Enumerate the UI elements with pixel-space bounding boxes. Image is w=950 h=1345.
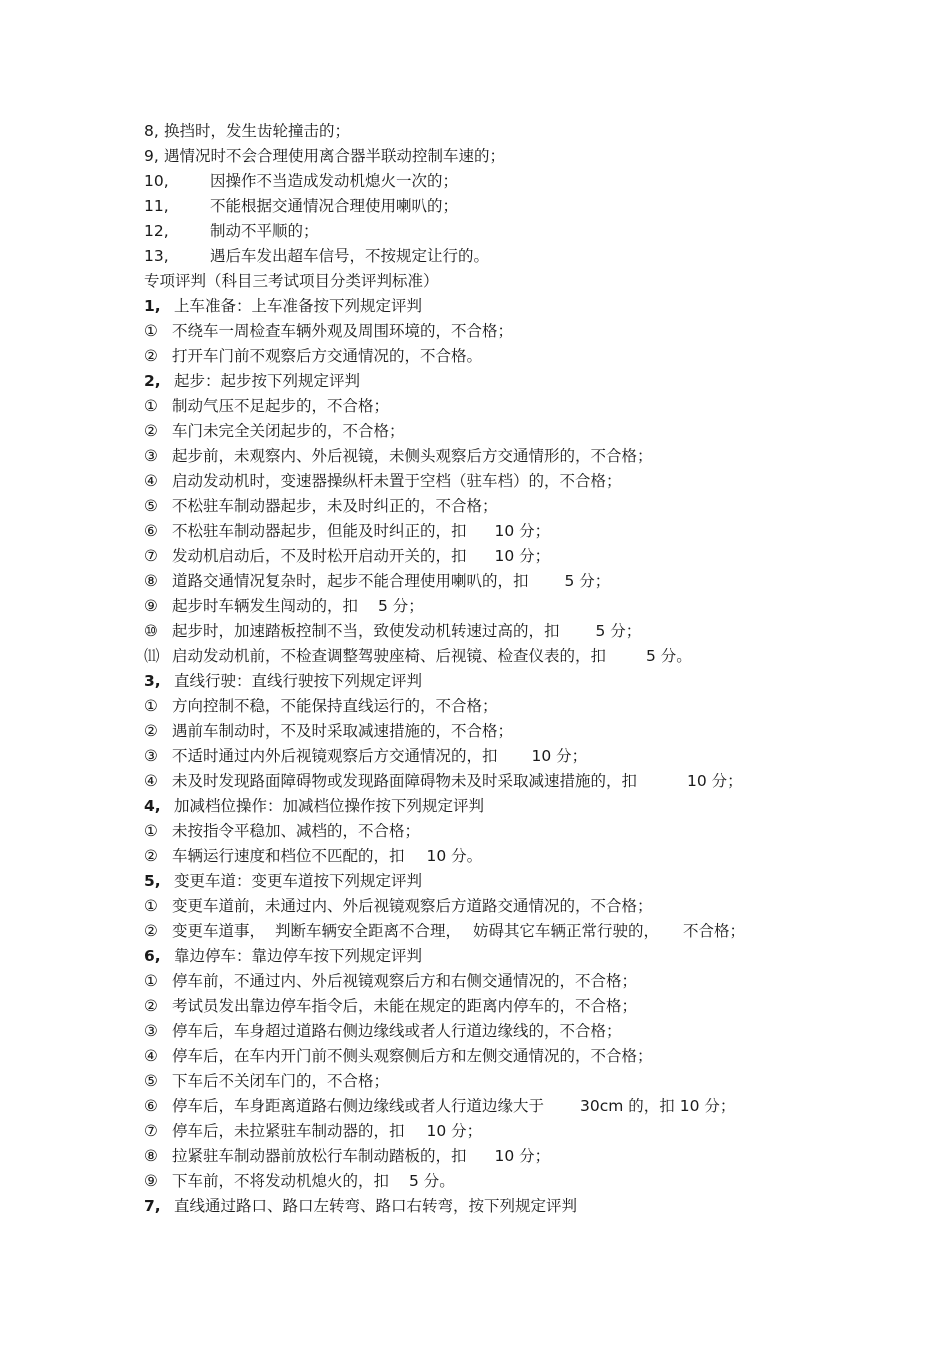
circled-number: ⑦: [144, 1122, 158, 1140]
criterion-item: [144, 994, 844, 1019]
criterion-text: 不合格；: [683, 922, 746, 940]
deduction-text: 5 分。: [646, 647, 692, 665]
criterion-text: 拉紧驻车制动器前放松行车制动踏板的，扣: [172, 1147, 467, 1165]
criterion-text: 遇前车制动时，不及时采取减速措施的，不合格；: [172, 722, 514, 740]
criterion-text: 制动气压不足起步的，不合格；: [172, 397, 390, 415]
item-number: 9,: [144, 147, 159, 165]
section-title: 变更车道：变更车道按下列规定评判: [174, 872, 423, 890]
criterion-item: [144, 769, 844, 794]
circled-number: ④: [144, 472, 158, 490]
criterion-text: 起步时，加速踏板控制不当，致使发动机转速过高的，扣: [172, 622, 560, 640]
criterion-item: [144, 1144, 844, 1169]
criterion-item: [144, 494, 844, 519]
criterion-item: [144, 594, 844, 619]
criterion-item: [144, 519, 844, 544]
circled-number: ②: [144, 722, 158, 740]
section-number: 6,: [144, 947, 161, 965]
criterion-text: 停车后，车身距离道路右侧边缘线或者人行道边缘大于: [172, 1097, 545, 1115]
criterion-text: 发动机启动后，不及时松开启动开关的，扣: [172, 547, 467, 565]
circled-number: ④: [144, 772, 158, 790]
list-item: [144, 219, 844, 244]
list-item: [144, 244, 844, 269]
item-number: 12,: [144, 222, 169, 240]
section-title: 靠边停车：靠边停车按下列规定评判: [174, 947, 423, 965]
circled-number: ①: [144, 897, 158, 915]
circled-number: ①: [144, 397, 158, 415]
deduction-text: 30cm 的，扣 10 分；: [580, 1097, 736, 1115]
criterion-text: 不松驻车制动器起步，未及时纠正的，不合格；: [172, 497, 498, 515]
deduction-text: 5 分；: [378, 597, 424, 615]
section-heading: [144, 1194, 844, 1219]
circled-number: ①: [144, 697, 158, 715]
section-heading: [144, 294, 844, 319]
criterion-text: 方向控制不稳，不能保持直线运行的，不合格；: [172, 697, 498, 715]
section-heading: [144, 944, 844, 969]
circled-number: ②: [144, 347, 158, 365]
circled-number: ②: [144, 422, 158, 440]
section-title: 上车准备：上车准备按下列规定评判: [174, 297, 423, 315]
criterion-item: [144, 1119, 844, 1144]
circled-number: ①: [144, 972, 158, 990]
deduction-text: 10 分；: [687, 772, 743, 790]
circled-number: ⑾: [144, 647, 160, 665]
circled-number: ③: [144, 447, 158, 465]
criterion-item: [144, 619, 844, 644]
circled-number: ⑨: [144, 1172, 158, 1190]
deduction-text: 10 分；: [494, 1147, 551, 1165]
circled-number: ④: [144, 1047, 158, 1065]
circled-number: ③: [144, 1022, 158, 1040]
criterion-text: 车辆运行速度和档位不匹配的，扣: [172, 847, 405, 865]
section-heading: [144, 869, 844, 894]
item-text: 遇情况时不会合理使用离合器半联动控制车速的；: [164, 147, 506, 165]
deduction-text: 10 分。: [426, 847, 483, 865]
item-text: 换挡时，发生齿轮撞击的；: [164, 122, 351, 140]
criterion-text: 打开车门前不观察后方交通情况的，不合格。: [172, 347, 483, 365]
circled-number: ⑥: [144, 1097, 158, 1115]
circled-number: ⑧: [144, 572, 158, 590]
criterion-item: [144, 569, 844, 594]
section-heading: [144, 669, 844, 694]
section-number: 5,: [144, 872, 161, 890]
heading-line: [144, 269, 844, 294]
criterion-text: 下车后不关闭车门的，不合格；: [172, 1072, 390, 1090]
circled-number: ③: [144, 747, 158, 765]
criterion-text: 起步前，未观察内、外后视镜，未侧头观察后方交通情形的，不合格；: [172, 447, 653, 465]
criterion-text: 未按指令平稳加、减档的，不合格；: [172, 822, 421, 840]
criterion-item: [144, 694, 844, 719]
criterion-item: [144, 1169, 844, 1194]
criterion-item: [144, 444, 844, 469]
section-title: 起步：起步按下列规定评判: [174, 372, 361, 390]
deduction-text: 判断车辆安全距离不合理，: [275, 922, 462, 940]
criterion-text: 考试员发出靠边停车指令后，未能在规定的距离内停车的，不合格；: [172, 997, 638, 1015]
list-item: [144, 169, 844, 194]
criterion-item: [144, 919, 844, 944]
criterion-text: 停车后，车身超过道路右侧边缘线或者人行道边缘线的，不合格；: [172, 1022, 622, 1040]
list-item: [144, 144, 844, 169]
circled-number: ⑩: [144, 622, 158, 640]
circled-number: ②: [144, 922, 158, 940]
criterion-text: 起步时车辆发生闯动的，扣: [172, 597, 359, 615]
criterion-item: [144, 1044, 844, 1069]
criterion-item: [144, 844, 844, 869]
criterion-item: [144, 719, 844, 744]
criterion-text: 道路交通情况复杂时，起步不能合理使用喇叭的，扣: [172, 572, 529, 590]
criterion-text: 不适时通过内外后视镜观察后方交通情况的，扣: [172, 747, 498, 765]
item-number: 10,: [144, 172, 169, 190]
circled-number: ①: [144, 322, 158, 340]
circled-number: ②: [144, 847, 158, 865]
deduction-text: 10 分；: [531, 747, 588, 765]
criterion-text: 停车前，不通过内、外后视镜观察后方和右侧交通情况的，不合格；: [172, 972, 638, 990]
circled-number: ⑤: [144, 497, 158, 515]
line-text: 专项评判（科目三考试项目分类评判标准）: [144, 272, 439, 290]
section-heading: [144, 369, 844, 394]
criterion-text: 启动发动机前，不检查调整驾驶座椅、后视镜、检查仪表的，扣: [172, 647, 607, 665]
criterion-text: 未及时发现路面障碍物或发现路面障碍物未及时采取减速措施的，扣: [172, 772, 638, 790]
section-number: 7,: [144, 1197, 161, 1215]
item-text: 遇后车发出超车信号，不按规定让行的。: [210, 247, 490, 265]
list-item: [144, 194, 844, 219]
deduction-text: 5 分；: [564, 572, 611, 590]
document-body: [144, 119, 844, 1219]
item-text: 不能根据交通情况合理使用喇叭的；: [210, 197, 459, 215]
deduction-text: 10 分；: [494, 547, 551, 565]
criterion-text: 不绕车一周检查车辆外观及周围环境的，不合格；: [172, 322, 514, 340]
criterion-item: [144, 744, 844, 769]
deduction-text: 10 分；: [494, 522, 551, 540]
criterion-text: 妨碍其它车辆正常行驶的，: [473, 922, 660, 940]
deduction-text: 5 分。: [409, 1172, 455, 1190]
criterion-item: [144, 1094, 844, 1119]
criterion-item: [144, 1069, 844, 1094]
criterion-text: 变更车道事，: [172, 922, 266, 940]
criterion-text: 启动发动机时，变速器操纵杆未置于空档（驻车档）的，不合格；: [172, 472, 622, 490]
item-text: 因操作不当造成发动机熄火一次的；: [210, 172, 459, 190]
criterion-text: 下车前，不将发动机熄火的，扣: [172, 1172, 390, 1190]
deduction-text: 10 分；: [426, 1122, 483, 1140]
section-number: 3,: [144, 672, 161, 690]
criterion-item: [144, 319, 844, 344]
section-title: 直线行驶：直线行驶按下列规定评判: [174, 672, 423, 690]
criterion-text: 停车后，在车内开门前不侧头观察侧后方和左侧交通情况的，不合格；: [172, 1047, 653, 1065]
circled-number: ⑥: [144, 522, 158, 540]
circled-number: ⑤: [144, 1072, 158, 1090]
criterion-item: [144, 819, 844, 844]
section-number: 2,: [144, 372, 161, 390]
item-number: 13,: [144, 247, 169, 265]
circled-number: ⑦: [144, 547, 158, 565]
circled-number: ①: [144, 822, 158, 840]
criterion-item: [144, 1019, 844, 1044]
criterion-item: [144, 894, 844, 919]
section-number: 1,: [144, 297, 161, 315]
criterion-text: 停车后，未拉紧驻车制动器的，扣: [172, 1122, 405, 1140]
criterion-text: 车门未完全关闭起步的，不合格；: [172, 422, 405, 440]
item-number: 11,: [144, 197, 169, 215]
circled-number: ②: [144, 997, 158, 1015]
criterion-item: [144, 644, 844, 669]
section-number: 4,: [144, 797, 161, 815]
section-title: 加减档位操作：加减档位操作按下列规定评判: [174, 797, 485, 815]
circled-number: ⑨: [144, 597, 158, 615]
item-number: 8,: [144, 122, 159, 140]
criterion-item: [144, 419, 844, 444]
criterion-item: [144, 469, 844, 494]
section-title: 直线通过路口、路口左转弯、路口右转弯，按下列规定评判: [174, 1197, 578, 1215]
circled-number: ⑧: [144, 1147, 158, 1165]
list-item: [144, 119, 844, 144]
section-heading: [144, 794, 844, 819]
criterion-item: [144, 344, 844, 369]
criterion-item: [144, 969, 844, 994]
criterion-item: [144, 544, 844, 569]
deduction-text: 5 分；: [595, 622, 642, 640]
criterion-text: 不松驻车制动器起步，但能及时纠正的，扣: [172, 522, 467, 540]
item-text: 制动不平顺的；: [210, 222, 319, 240]
criterion-text: 变更车道前，未通过内、外后视镜观察后方道路交通情况的，不合格；: [172, 897, 653, 915]
criterion-item: [144, 394, 844, 419]
